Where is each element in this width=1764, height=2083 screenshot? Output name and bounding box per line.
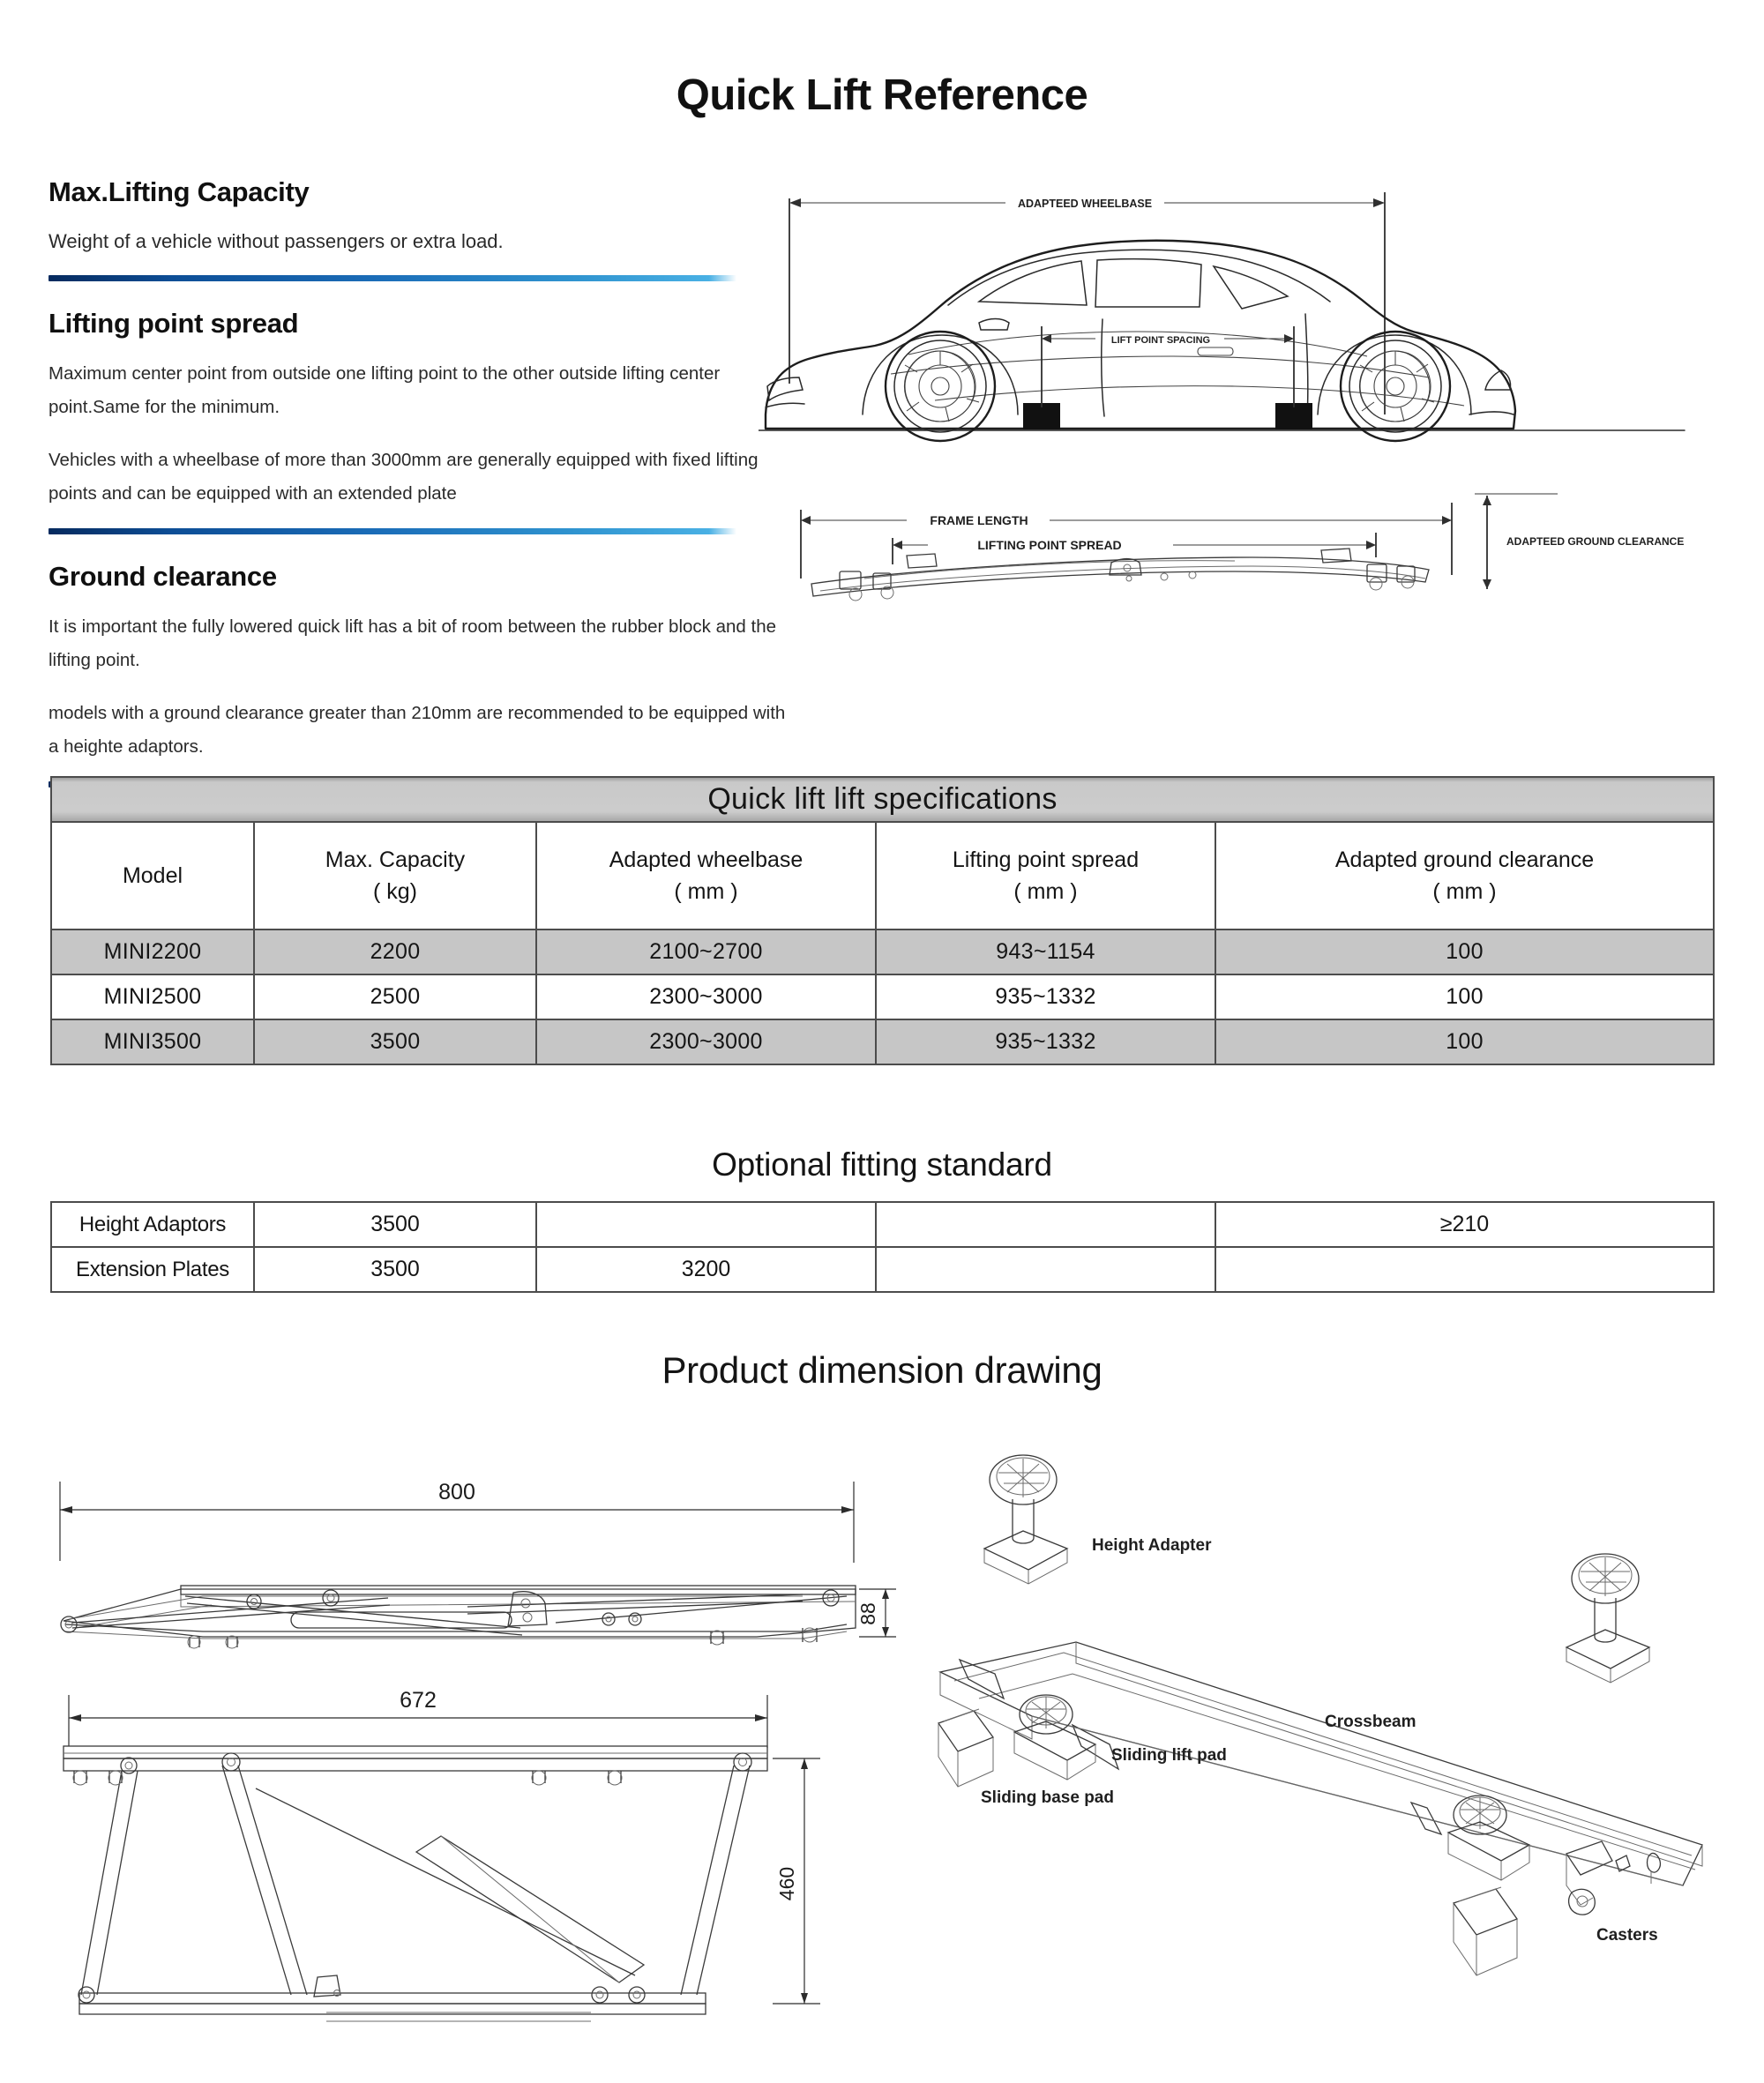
product-drawing-title: Product dimension drawing [662, 1349, 1102, 1391]
height-adapter-part-2 [1566, 1554, 1649, 1683]
sliding-base-pad-part-2 [1454, 1887, 1517, 1975]
cell-option-label: Extension Plates [51, 1247, 254, 1292]
section-paragraph: models with a ground clearance greater than 210mm are recommended to be equipped with a heighte adaptors. [49, 702, 786, 757]
section-heading: Lifting point spread [49, 308, 299, 340]
dimension-label-460: 460 [775, 1866, 798, 1901]
table-row [51, 974, 1714, 1019]
cell-capacity: 3500 [254, 1202, 536, 1247]
spec-table-title-row [51, 777, 1714, 822]
column-header-adapted-wheelbase [536, 822, 876, 930]
table-row [51, 1247, 1714, 1292]
dimension-ground-clearance [1475, 494, 1684, 589]
blue-divider-2 [49, 528, 736, 534]
dimension-frame-length [801, 503, 1452, 579]
label-lift-point-spacing: LIFT POINT SPACING [1110, 335, 1211, 346]
cell-spread [876, 1247, 1215, 1292]
specifications-table [50, 776, 1715, 1065]
header-line-1: Max. Capacity [325, 847, 466, 872]
table-row [51, 1019, 1714, 1064]
cell-wheelbase: 3200 [536, 1247, 876, 1292]
section-paragraph: It is important the fully lowered quick lift has a bit of room between the rubber block and the lifting point. [49, 616, 776, 670]
label-crossbeam: Crossbeam [1325, 1713, 1416, 1731]
casters-part [1566, 1841, 1660, 1915]
sliding-lift-pad-part-2 [1448, 1796, 1529, 1880]
table-row [51, 1202, 1714, 1247]
section-heading: Max.Lifting Capacity [49, 176, 310, 207]
rear-wheel [1341, 332, 1450, 441]
spec-table-title: Quick lift lift specifications [51, 777, 1714, 822]
header-line-2: ( mm ) [674, 879, 738, 904]
cell-clearance: 100 [1215, 974, 1714, 1019]
header-line-1: Adapted ground clearance [1334, 847, 1595, 872]
optional-fitting-title: Optional fitting standard [712, 1146, 1052, 1183]
column-header-model [51, 822, 254, 930]
cell-spread: 935~1332 [876, 974, 1215, 1019]
cell-clearance [1215, 1247, 1714, 1292]
dimension-label-800: 800 [438, 1480, 475, 1504]
label-frame-length: FRAME LENGTH [930, 513, 1028, 527]
label-sliding-lift-pad: Sliding lift pad [1111, 1746, 1227, 1765]
intro-text-column [49, 176, 794, 814]
section-ground-clearance [49, 561, 794, 788]
crossbeam-part [940, 1642, 1702, 1885]
spec-table-header-row [51, 822, 1714, 930]
exploded-parts-drawing [900, 1446, 1760, 2064]
lift-platform-drawing [811, 549, 1429, 601]
dimension-lift-point-spacing [1042, 326, 1294, 407]
cell-model: MINI2500 [51, 974, 254, 1019]
cell-wheelbase: 2300~3000 [536, 974, 876, 1019]
height-adapter-part-1 [984, 1455, 1067, 1584]
page-title: Quick Lift Reference [676, 71, 1088, 119]
table-row [51, 930, 1714, 974]
optional-fitting-table [50, 1201, 1715, 1293]
cell-option-label: Height Adaptors [51, 1202, 254, 1247]
header-line-1: Model [122, 862, 183, 888]
cell-wheelbase: 2300~3000 [536, 1019, 876, 1064]
label-adapted-wheelbase: ADAPTEED WHEELBASE [1017, 198, 1153, 210]
section-paragraph: Weight of a vehicle without passengers or extra load. [49, 230, 504, 252]
side-view-drawing [60, 1480, 896, 1648]
intro-section [0, 176, 1764, 758]
cell-clearance: 100 [1215, 1019, 1714, 1064]
cell-wheelbase [536, 1202, 876, 1247]
cell-model: MINI2200 [51, 930, 254, 974]
cell-spread: 943~1154 [876, 930, 1215, 974]
column-header-max-capacity [254, 822, 536, 930]
side-and-front-view-drawings [26, 1455, 908, 2037]
label-casters: Casters [1596, 1926, 1658, 1945]
cell-spread [876, 1202, 1215, 1247]
label-height-adapter: Height Adapter [1092, 1536, 1212, 1555]
section-max-lifting-capacity [49, 176, 794, 281]
section-paragraph: Vehicles with a wheelbase of more than 3000mm are generally equipped with fixed lifting points and can be equipped with an extended plate [49, 450, 759, 504]
cell-capacity: 2200 [254, 930, 536, 974]
label-adapted-ground-clearance: ADAPTEED GROUND CLEARANCE [1506, 535, 1685, 548]
cell-capacity: 2500 [254, 974, 536, 1019]
sliding-base-pad-part-1 [938, 1709, 993, 1787]
header-line-1: Lifting point spread [952, 847, 1140, 872]
front-view-drawing [64, 1688, 820, 2021]
section-lifting-point-spread [49, 308, 794, 534]
cell-clearance: ≥210 [1215, 1202, 1714, 1247]
cell-capacity: 3500 [254, 1247, 536, 1292]
cell-capacity: 3500 [254, 1019, 536, 1064]
header-line-1: Adapted wheelbase [609, 847, 804, 872]
sliding-lift-pad-part-1 [1014, 1695, 1095, 1780]
header-line-2: ( mm ) [1013, 879, 1078, 904]
dimension-label-672: 672 [400, 1688, 437, 1713]
dimension-label-88: 88 [856, 1602, 879, 1625]
column-header-lifting-point-spread [876, 822, 1215, 930]
cell-wheelbase: 2100~2700 [536, 930, 876, 974]
car-lifting-diagram [759, 150, 1755, 644]
label-sliding-base-pad: Sliding base pad [981, 1788, 1114, 1807]
blue-divider-1 [49, 275, 736, 281]
cell-model: MINI3500 [51, 1019, 254, 1064]
section-heading: Ground clearance [49, 560, 277, 592]
label-lifting-point-spread: LIFTING POINT SPREAD [977, 538, 1122, 552]
cell-spread: 935~1332 [876, 1019, 1215, 1064]
header-line-2: ( kg) [373, 879, 417, 904]
header-line-2: ( mm ) [1432, 879, 1497, 904]
product-drawing-area [0, 1446, 1764, 2064]
column-header-adapted-ground-clearance [1215, 822, 1714, 930]
section-paragraph: Maximum center point from outside one lifting point to the other outside lifting center point.Same for the minimum. [49, 363, 721, 418]
cell-clearance: 100 [1215, 930, 1714, 974]
